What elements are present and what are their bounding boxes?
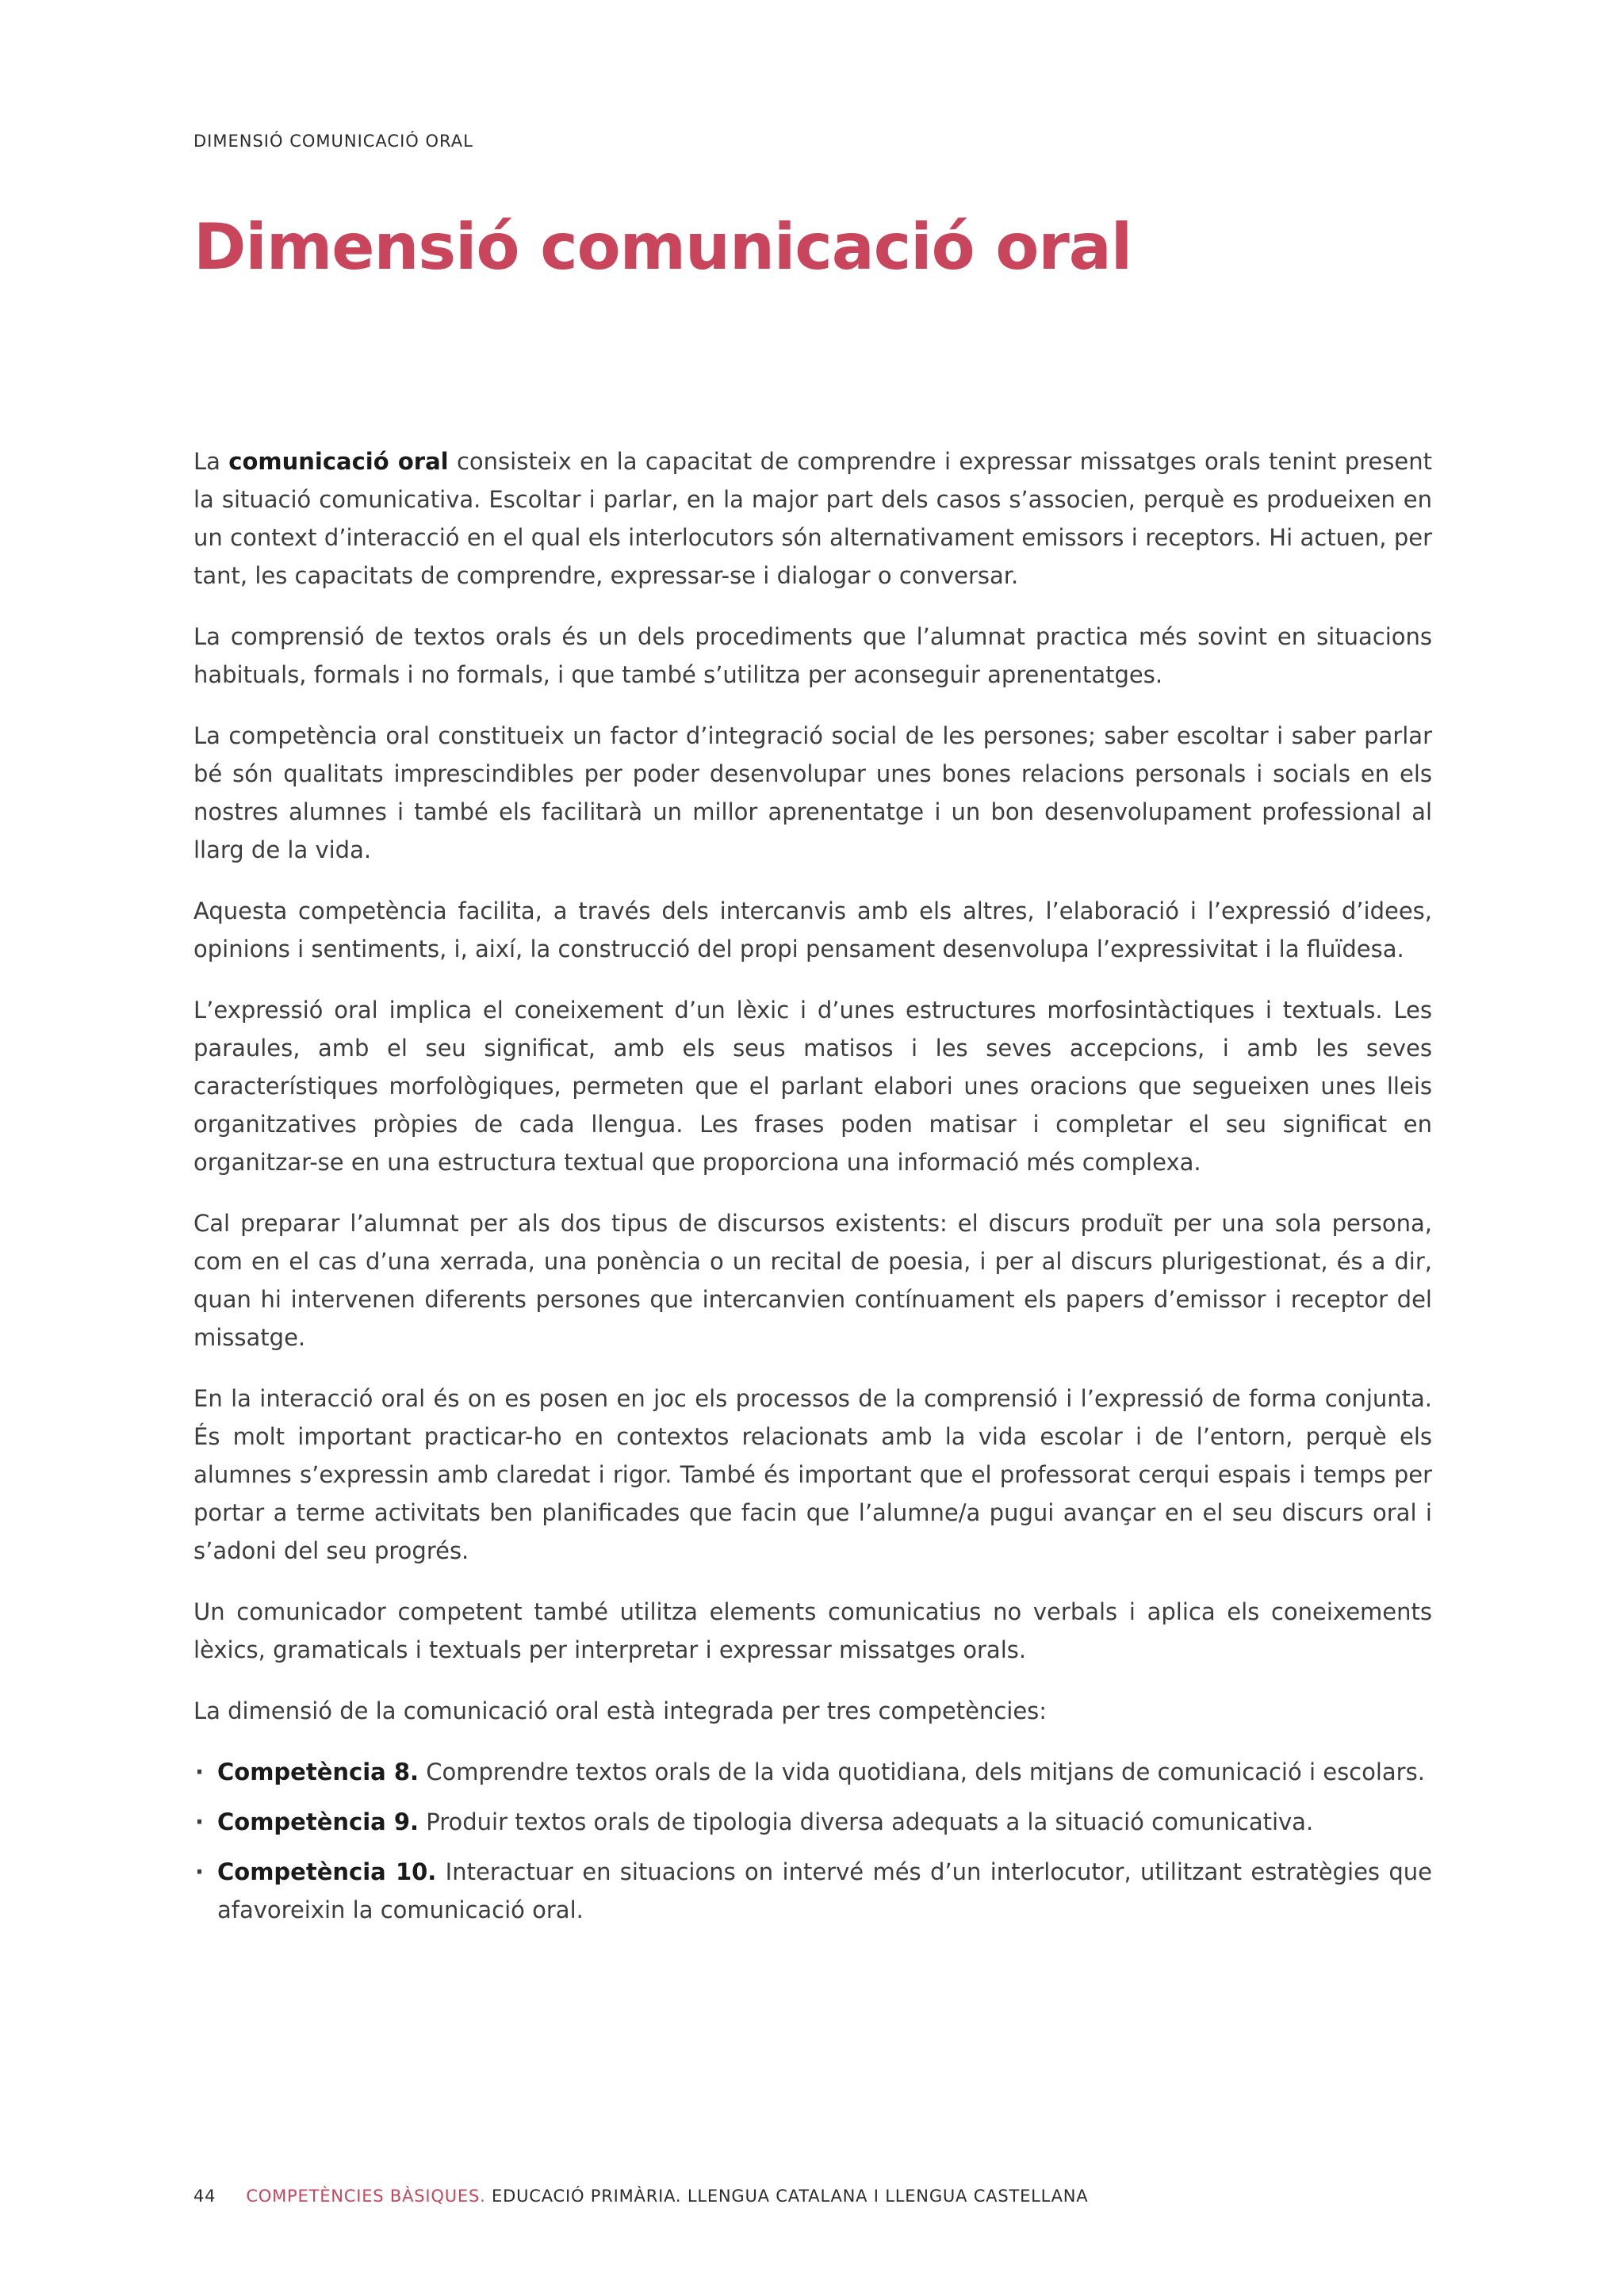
competency-text: Interactuar en situacions on intervé més d’un interlocutor, utilitzant estratègies que afavoreixin la comunicació oral. <box>217 1858 1432 1923</box>
page-footer <box>193 2187 1088 2206</box>
paragraph: La comprensió de textos orals és un dels procediments que l’alumnat practica més sovint en situacions habituals, formals i no formals, i que també s’utilitza per aconseguir aprenentatges. <box>193 623 1432 688</box>
paragraph: La competència oral constitueix un factor d’integració social de les persones; saber escoltar i saber parlar bé són qualitats imprescindibles per poder desenvolupar unes bones relacions personals i socials en els nostres alumnes i també els facilitarà un millor aprenentatge i un bon desenvolupament professional al llarg de la vida. <box>193 722 1432 863</box>
running-header: DIMENSIÓ COMUNICACIÓ ORAL <box>193 132 473 151</box>
paragraph: Cal preparar l’alumnat per als dos tipus de discursos existents: el discurs produït per una sola persona, com en el cas d’una xerrada, una ponència o un recital de poesia, i per al discurs plurigestionat, és a dir, quan hi intervenen diferents persones que intercanvien contínuament els papers d’emissor i receptor del missatge. <box>193 1210 1432 1351</box>
list-item <box>193 1753 1432 1791</box>
competency-text: Comprendre textos orals de la vida quotidiana, dels mitjans de comunicació i escolars. <box>419 1758 1425 1785</box>
paragraph: En la interacció oral és on es posen en joc els processos de la comprensió i l’expressió de forma conjunta. És molt important practicar-ho en contextos relacionats amb la vida escolar i de l’entorn, perquè els alumnes s’expressin amb claredat i rigor. També és important que el professorat cerqui espais i temps per portar a terme activitats ben planificades que facin que l’alumne/a pugui avançar en el seu discurs oral i s’adoni del seu progrés. <box>193 1385 1432 1564</box>
competencies-list <box>193 1753 1432 1929</box>
page-title: Dimensió comunicació oral <box>193 210 1132 284</box>
list-item <box>193 1803 1432 1841</box>
series-subtitle: EDUCACIÓ PRIMÀRIA. LLENGUA CATALANA I LLENGUA CASTELLANA <box>485 2187 1089 2206</box>
competency-name: Competència 10. <box>217 1858 437 1885</box>
intro-paragraph <box>193 442 1432 595</box>
intro-emphasis: comunicació oral <box>228 448 449 475</box>
paragraph: La dimensió de la comunicació oral està integrada per tres competències: <box>193 1697 1048 1724</box>
list-item <box>193 1853 1432 1929</box>
intro-prefix: La <box>193 448 229 475</box>
paragraph: Un comunicador competent també utilitza elements comunicatius no verbals i aplica els coneixements lèxics, gramaticals i textuals per interpretar i expressar missatges orals. <box>193 1598 1432 1663</box>
paragraph: Aquesta competència facilita, a través dels intercanvis amb els altres, l’elaboració i l’expressió d’idees, opinions i sentiments, i, així, la construcció del propi pensament desenvolupa l’expressivitat i la fluïdesa. <box>193 897 1432 962</box>
page-number: 44 <box>193 2187 216 2206</box>
competency-name: Competència 9. <box>217 1808 419 1835</box>
paragraph: L’expressió oral implica el coneixement d’un lèxic i d’unes estructures morfosintàctiques i textuals. Les paraules, amb el seu significat, amb els seus matisos i les seves accepcions, i amb les seves característiques morfològiques, permeten que el parlant elabori unes oracions que segueixen unes lleis organitzatives pròpies de cada llengua. Les frases poden matisar i completar el seu significat en organitzar-se en una estructura textual que proporciona una informació més complexa. <box>193 997 1432 1176</box>
body-text <box>193 442 1432 1941</box>
series-title: COMPETÈNCIES BÀSIQUES. <box>246 2187 486 2206</box>
competency-text: Produir textos orals de tipologia diversa adequats a la situació comunicativa. <box>419 1808 1314 1835</box>
competency-name: Competència 8. <box>217 1758 419 1785</box>
intro-rest: consisteix en la capacitat de comprendre i expressar missatges orals tenint present la situació comunicativa. Escoltar i parlar, en la major part dels casos s’associen, perquè es produeixen en un context d’interacció en el qual els interlocutors són alternativament emissors i receptors. Hi actuen, per tant, les capacitats de comprendre, expressar-se i dialogar o conversar. <box>193 448 1432 589</box>
